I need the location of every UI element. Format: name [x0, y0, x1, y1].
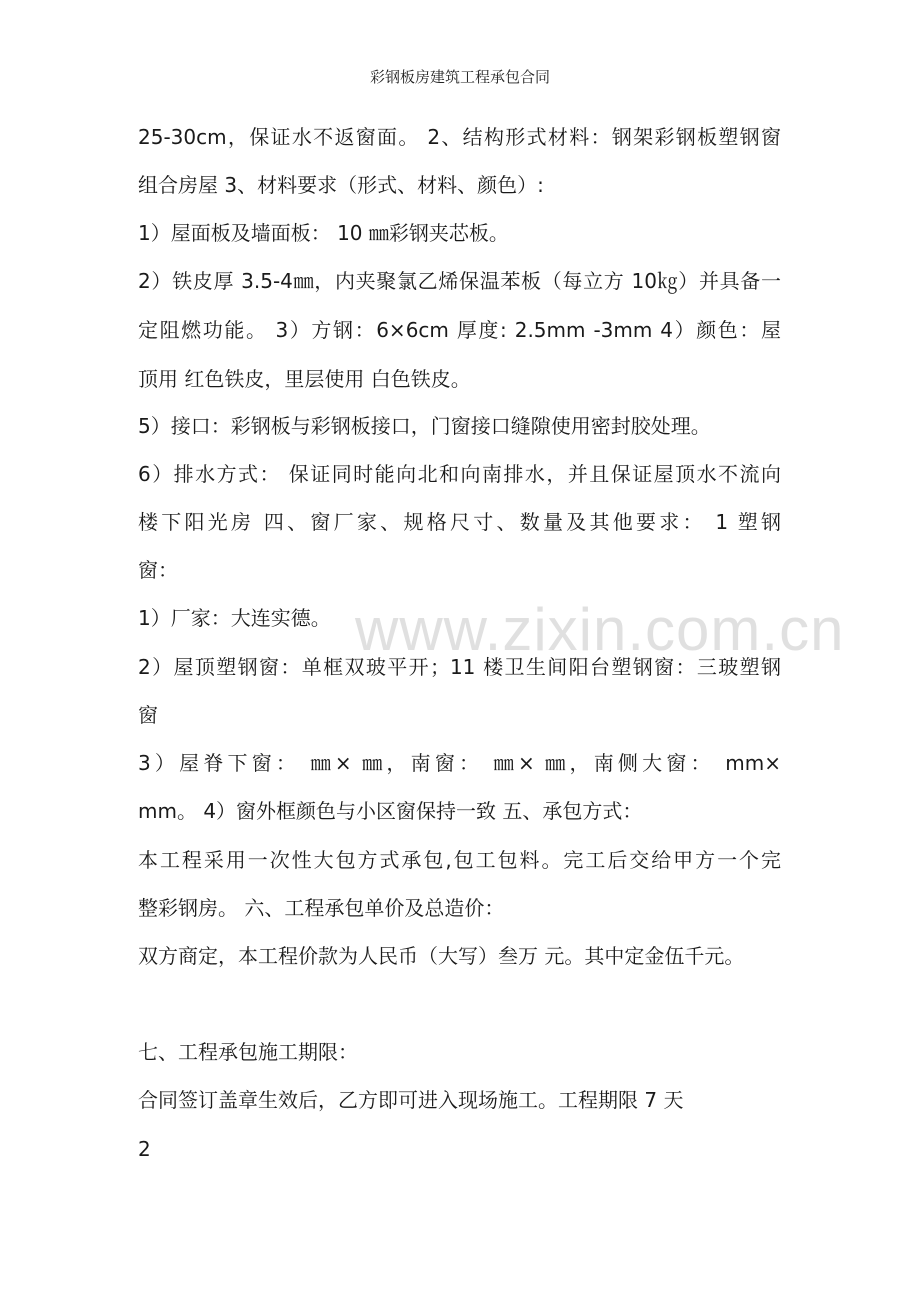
body-line-13: 窗 [138, 703, 158, 727]
body-line-11: 1）厂家：大连实德。 [138, 606, 331, 630]
body-line-9: 楼下阳光房 四、窗厂家、规格尺寸、数量及其他要求： 1 塑钢 [138, 510, 781, 534]
body-line-18: 双方商定，本工程价款为人民币（大写）叁万 元。其中定金伍千元。 [138, 944, 745, 968]
body-line-15: mm。 4）窗外框颜色与小区窗保持一致 五、承包方式： [138, 799, 643, 823]
body-line-16: 本工程采用一次性大包方式承包,包工包料。完工后交给甲方一个完 [138, 848, 781, 872]
body-line-4: 2）铁皮厚 3.5-4㎜，内夹聚氯乙烯保温苯板（每立方 10㎏）并具备一 [138, 269, 781, 293]
document-header-title: 彩钢板房建筑工程承包合同 [369, 68, 550, 86]
section-heading-7: 七、工程承包施工期限： [138, 1040, 358, 1064]
body-line-10: 窗： [138, 558, 178, 582]
body-line-14: 3）屋脊下窗： ㎜× ㎜，南窗： ㎜× ㎜，南侧大窗： mm× [138, 751, 781, 775]
body-line-5: 定阻燃功能。 3）方钢：6×6cm 厚度: 2.5mm -3mm 4）颜色：屋 [138, 318, 781, 342]
body-line-17: 整彩钢房。 六、工程承包单价及总造价： [138, 896, 505, 920]
body-line-7: 5）接口：彩钢板与彩钢板接口，门窗接口缝隙使用密封胶处理。 [138, 414, 711, 438]
body-line-20: 合同签订盖章生效后，乙方即可进入现场施工。工程期限 7 天 [138, 1088, 684, 1112]
body-line-8: 6）排水方式： 保证同时能向北和向南排水，并且保证屋顶水不流向 [138, 462, 781, 486]
body-line-6: 顶用 红色铁皮，里层使用 白色铁皮。 [138, 367, 471, 391]
body-line-12: 2）屋顶塑钢窗：单框双玻平开；11 楼卫生间阳台塑钢窗：三玻塑钢 [138, 655, 781, 679]
body-line-1: 25-30cm，保证水不返窗面。 2、结构形式材料：钢架彩钢板塑钢窗 [138, 125, 781, 149]
body-line-2: 组合房屋 3、材料要求（形式、材料、颜色）: [138, 173, 544, 197]
watermark: www.zixin.com.cn [355, 596, 845, 663]
page-number: 2 [138, 1137, 151, 1161]
body-line-3: 1）屋面板及墙面板： 10 ㎜彩钢夹芯板。 [138, 221, 509, 245]
